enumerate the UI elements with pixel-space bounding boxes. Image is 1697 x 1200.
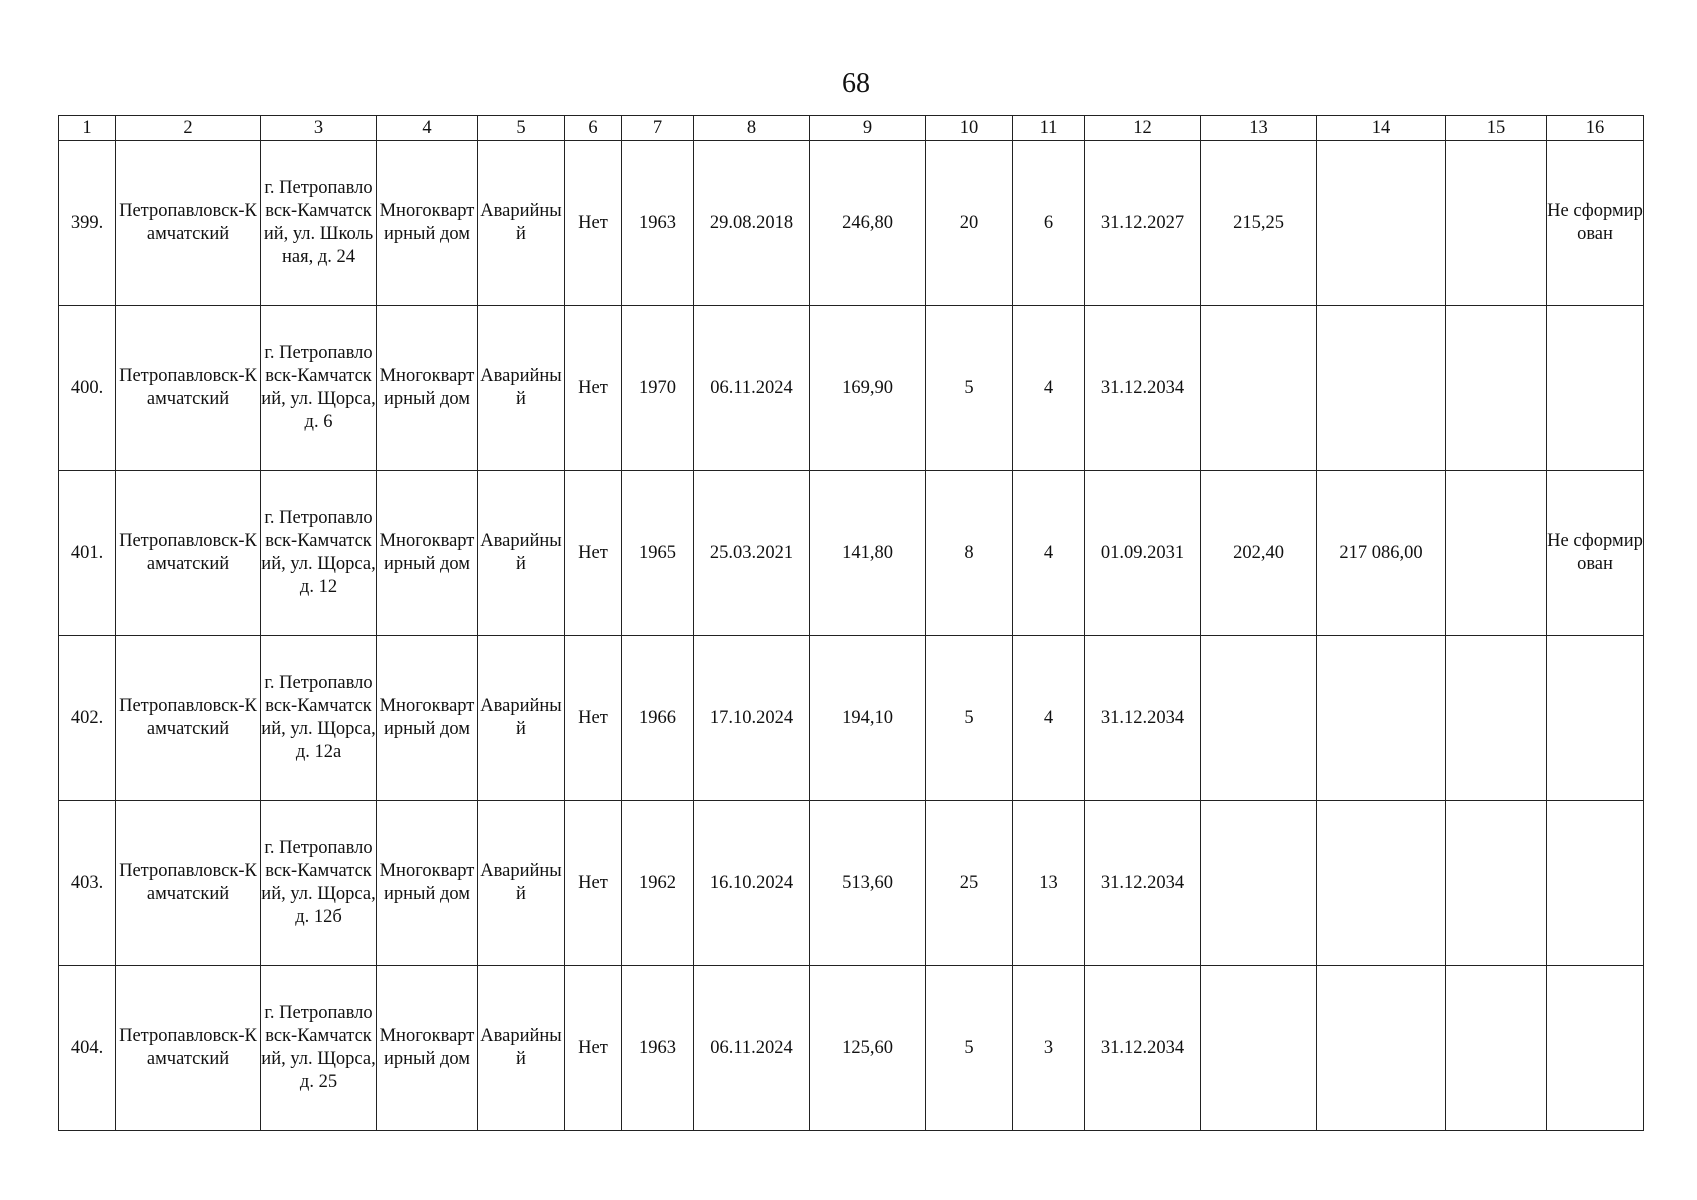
col16-cell: [1547, 801, 1644, 966]
col16-cell: [1547, 966, 1644, 1131]
municipality-cell: Петропавловск-Камчатский: [116, 306, 261, 471]
flats-cell: 4: [1013, 471, 1085, 636]
area-cell: 169,90: [810, 306, 926, 471]
date-cell: 17.10.2024: [694, 636, 810, 801]
col15-cell: [1446, 636, 1547, 801]
residents-cell: 5: [926, 966, 1013, 1131]
municipality-cell: Петропавловск-Камчатский: [116, 801, 261, 966]
table-row: [59, 471, 1644, 636]
flag-cell: Нет: [565, 636, 622, 801]
deadline-cell: 31.12.2034: [1085, 636, 1201, 801]
date-cell: 25.03.2021: [694, 471, 810, 636]
column-header: 4: [377, 116, 478, 141]
page-number: 68: [842, 68, 870, 99]
row-number: 400.: [59, 306, 116, 471]
status-cell: Аварийный: [478, 141, 565, 306]
building-type-cell: Многоквартирный дом: [377, 471, 478, 636]
flag-cell: Нет: [565, 966, 622, 1131]
column-header: 1: [59, 116, 116, 141]
col14-cell: [1317, 801, 1446, 966]
table-row: [59, 801, 1644, 966]
table-row: [59, 306, 1644, 471]
flag-cell: Нет: [565, 801, 622, 966]
column-header: 9: [810, 116, 926, 141]
date-cell: 06.11.2024: [694, 306, 810, 471]
col14-cell: [1317, 141, 1446, 306]
col13-cell: 202,40: [1201, 471, 1317, 636]
status-cell: Аварийный: [478, 801, 565, 966]
col13-cell: [1201, 636, 1317, 801]
row-number: 402.: [59, 636, 116, 801]
residents-cell: 25: [926, 801, 1013, 966]
column-header: 3: [261, 116, 377, 141]
residents-cell: 20: [926, 141, 1013, 306]
date-cell: 29.08.2018: [694, 141, 810, 306]
col13-cell: [1201, 966, 1317, 1131]
flag-cell: Нет: [565, 471, 622, 636]
residents-cell: 5: [926, 306, 1013, 471]
col14-cell: [1317, 636, 1446, 801]
municipality-cell: Петропавловск-Камчатский: [116, 636, 261, 801]
table-row: [59, 966, 1644, 1131]
column-header: 11: [1013, 116, 1085, 141]
municipality-cell: Петропавловск-Камчатский: [116, 471, 261, 636]
year-cell: 1962: [622, 801, 694, 966]
flats-cell: 4: [1013, 306, 1085, 471]
col16-cell: [1547, 306, 1644, 471]
address-cell: г. Петропавловск-Камчатский, ул. Щорса, д. 12: [261, 471, 377, 636]
address-cell: г. Петропавловск-Камчатский, ул. Щорса, д. 12б: [261, 801, 377, 966]
col15-cell: [1446, 966, 1547, 1131]
row-number: 399.: [59, 141, 116, 306]
col16-cell: Не сформирован: [1547, 141, 1644, 306]
municipality-cell: Петропавловск-Камчатский: [116, 141, 261, 306]
flats-cell: 4: [1013, 636, 1085, 801]
column-header: 12: [1085, 116, 1201, 141]
building-type-cell: Многоквартирный дом: [377, 141, 478, 306]
col14-cell: [1317, 966, 1446, 1131]
column-header: 14: [1317, 116, 1446, 141]
col15-cell: [1446, 801, 1547, 966]
row-number: 401.: [59, 471, 116, 636]
year-cell: 1965: [622, 471, 694, 636]
date-cell: 16.10.2024: [694, 801, 810, 966]
building-type-cell: Многоквартирный дом: [377, 801, 478, 966]
column-header: 15: [1446, 116, 1547, 141]
building-type-cell: Многоквартирный дом: [377, 966, 478, 1131]
flats-cell: 13: [1013, 801, 1085, 966]
address-cell: г. Петропавловск-Камчатский, ул. Щорса, д. 12а: [261, 636, 377, 801]
deadline-cell: 31.12.2034: [1085, 966, 1201, 1131]
housing-registry-table: [58, 115, 1644, 1131]
col13-cell: 215,25: [1201, 141, 1317, 306]
column-header: 8: [694, 116, 810, 141]
col14-cell: 217 086,00: [1317, 471, 1446, 636]
col16-cell: Не сформирован: [1547, 471, 1644, 636]
flats-cell: 3: [1013, 966, 1085, 1131]
row-number: 404.: [59, 966, 116, 1131]
table-row: [59, 141, 1644, 306]
column-header: 7: [622, 116, 694, 141]
row-number: 403.: [59, 801, 116, 966]
column-header: 6: [565, 116, 622, 141]
col13-cell: [1201, 306, 1317, 471]
building-type-cell: Многоквартирный дом: [377, 636, 478, 801]
area-cell: 246,80: [810, 141, 926, 306]
column-header: 16: [1547, 116, 1644, 141]
col15-cell: [1446, 306, 1547, 471]
year-cell: 1963: [622, 141, 694, 306]
deadline-cell: 31.12.2027: [1085, 141, 1201, 306]
flag-cell: Нет: [565, 141, 622, 306]
column-header: 13: [1201, 116, 1317, 141]
col16-cell: [1547, 636, 1644, 801]
residents-cell: 5: [926, 636, 1013, 801]
area-cell: 194,10: [810, 636, 926, 801]
address-cell: г. Петропавловск-Камчатский, ул. Щорса, д. 25: [261, 966, 377, 1131]
year-cell: 1970: [622, 306, 694, 471]
address-cell: г. Петропавловск-Камчатский, ул. Школьная, д. 24: [261, 141, 377, 306]
area-cell: 125,60: [810, 966, 926, 1131]
deadline-cell: 01.09.2031: [1085, 471, 1201, 636]
col13-cell: [1201, 801, 1317, 966]
flag-cell: Нет: [565, 306, 622, 471]
address-cell: г. Петропавловск-Камчатский, ул. Щорса, д. 6: [261, 306, 377, 471]
year-cell: 1966: [622, 636, 694, 801]
col15-cell: [1446, 141, 1547, 306]
column-header: 5: [478, 116, 565, 141]
col14-cell: [1317, 306, 1446, 471]
date-cell: 06.11.2024: [694, 966, 810, 1131]
deadline-cell: 31.12.2034: [1085, 306, 1201, 471]
status-cell: Аварийный: [478, 636, 565, 801]
area-cell: 141,80: [810, 471, 926, 636]
municipality-cell: Петропавловск-Камчатский: [116, 966, 261, 1131]
year-cell: 1963: [622, 966, 694, 1131]
building-type-cell: Многоквартирный дом: [377, 306, 478, 471]
column-header: 10: [926, 116, 1013, 141]
area-cell: 513,60: [810, 801, 926, 966]
table-row: [59, 636, 1644, 801]
status-cell: Аварийный: [478, 306, 565, 471]
status-cell: Аварийный: [478, 471, 565, 636]
column-header: 2: [116, 116, 261, 141]
residents-cell: 8: [926, 471, 1013, 636]
column-number-row: [59, 116, 1644, 141]
flats-cell: 6: [1013, 141, 1085, 306]
status-cell: Аварийный: [478, 966, 565, 1131]
col15-cell: [1446, 471, 1547, 636]
deadline-cell: 31.12.2034: [1085, 801, 1201, 966]
